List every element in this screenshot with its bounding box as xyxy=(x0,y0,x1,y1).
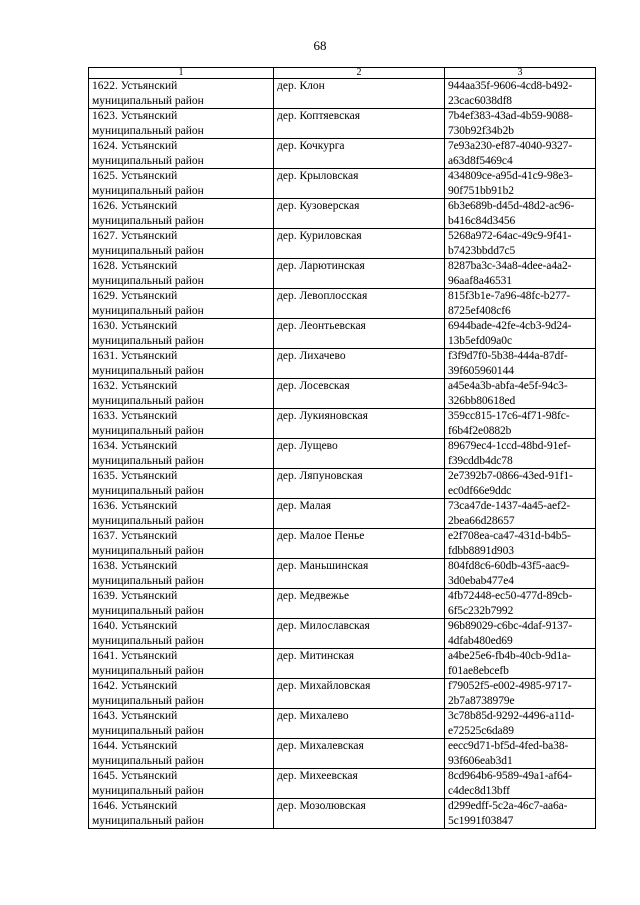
district-name: Устьянский xyxy=(120,710,178,722)
guid-line-1: 7e93a230-ef87-4040-9327- xyxy=(448,140,573,152)
row-number-and-district xyxy=(92,289,273,304)
guid-line-1: 89679ec4-1ccd-48bd-91ef- xyxy=(448,440,571,452)
row-number-and-district xyxy=(92,739,273,754)
district-type: муниципальный район xyxy=(92,634,204,647)
guid-cell xyxy=(445,259,596,289)
row-number-and-district xyxy=(92,769,273,784)
guid-line-1: f3f9d7f0-5b38-444a-87df- xyxy=(448,350,568,362)
guid-cell xyxy=(445,439,596,469)
guid-line-1: 6944bade-42fe-4cb3-9d24- xyxy=(448,320,572,332)
district-name: Устьянский xyxy=(120,80,178,92)
guid-line-2: 730b92f34b2b xyxy=(448,124,514,137)
district-name: Устьянский xyxy=(120,110,178,122)
guid-line-2: 90f751bb91b2 xyxy=(448,184,514,197)
district-type: муниципальный район xyxy=(92,244,204,257)
table-row xyxy=(89,319,596,349)
guid-line-2: a63d8f5469c4 xyxy=(448,154,513,167)
row-number: 1626. xyxy=(92,200,118,212)
district-name: Устьянский xyxy=(120,410,178,422)
row-number: 1631. xyxy=(92,350,118,362)
district-type: муниципальный район xyxy=(92,544,204,557)
district-name: Устьянский xyxy=(120,560,178,572)
district-type: муниципальный район xyxy=(92,784,204,797)
guid-line-1: 804fd8c6-60db-43f5-aac9- xyxy=(448,560,570,572)
district-cell xyxy=(89,439,274,469)
guid-line-1: 359cc815-17c6-4f71-98fc- xyxy=(448,410,570,422)
locality-cell xyxy=(274,769,445,799)
district-cell xyxy=(89,589,274,619)
district-name: Устьянский xyxy=(120,620,178,632)
row-number: 1642. xyxy=(92,680,118,692)
district-cell xyxy=(89,739,274,769)
locality-name: дер. Ларютинская xyxy=(277,260,365,272)
district-type: муниципальный район xyxy=(92,184,204,197)
row-number: 1632. xyxy=(92,380,118,392)
district-cell xyxy=(89,199,274,229)
guid-cell xyxy=(445,409,596,439)
locality-name: дер. Медвежье xyxy=(277,590,350,602)
guid-cell xyxy=(445,139,596,169)
guid-cell xyxy=(445,349,596,379)
locality-name: дер. Левоплосская xyxy=(277,290,368,302)
guid-line-1: 73ca47de-1437-4a45-aef2- xyxy=(448,500,571,512)
guid-line-1: 6b3e689b-d45d-48d2-ac96- xyxy=(448,200,574,212)
district-cell xyxy=(89,679,274,709)
guid-line-2: 4dfab480ed69 xyxy=(448,634,513,647)
district-type: муниципальный район xyxy=(92,484,204,497)
row-number-and-district xyxy=(92,529,273,544)
locality-cell xyxy=(274,499,445,529)
locality-name: дер. Малая xyxy=(277,500,332,512)
locality-cell xyxy=(274,739,445,769)
locality-cell xyxy=(274,349,445,379)
table-row xyxy=(89,199,596,229)
table-row xyxy=(89,109,596,139)
guid-line-2: 3d0ebab477e4 xyxy=(448,574,514,587)
district-cell xyxy=(89,139,274,169)
header-row xyxy=(89,68,596,79)
locality-name: дер. Милославская xyxy=(277,620,370,632)
district-name: Устьянский xyxy=(120,800,178,812)
district-cell xyxy=(89,289,274,319)
district-type: муниципальный район xyxy=(92,574,204,587)
guid-line-1: 96b89029-c6bc-4daf-9137- xyxy=(448,620,573,632)
table-row xyxy=(89,259,596,289)
row-number: 1627. xyxy=(92,230,118,242)
guid-line-1: 4fb72448-ec50-477d-89cb- xyxy=(448,590,573,602)
guid-line-2: 5c1991f03847 xyxy=(448,814,514,827)
row-number-and-district xyxy=(92,139,273,154)
guid-line-1: 434809ce-a95d-41c9-98e3- xyxy=(448,170,573,182)
guid-cell xyxy=(445,79,596,109)
guid-cell xyxy=(445,199,596,229)
column-header-1: 1 xyxy=(89,68,274,79)
locality-cell xyxy=(274,559,445,589)
locality-cell xyxy=(274,409,445,439)
locality-name: дер. Коптяевская xyxy=(277,110,360,122)
district-type: муниципальный район xyxy=(92,94,204,107)
guid-cell xyxy=(445,529,596,559)
locality-name: дер. Лущево xyxy=(277,440,338,452)
locality-name: дер. Михалевская xyxy=(277,740,364,752)
guid-cell xyxy=(445,289,596,319)
district-cell xyxy=(89,529,274,559)
district-name: Устьянский xyxy=(120,650,178,662)
table-row xyxy=(89,679,596,709)
guid-line-2: 96aaf8a46531 xyxy=(448,274,512,287)
guid-cell xyxy=(445,739,596,769)
row-number-and-district xyxy=(92,109,273,124)
guid-line-2: 2bea66d28657 xyxy=(448,514,515,527)
row-number-and-district xyxy=(92,199,273,214)
locality-cell xyxy=(274,469,445,499)
guid-line-1: eecc9d71-bf5d-4fed-ba38- xyxy=(448,740,569,752)
guid-line-1: 3c78b85d-9292-4496-a11d- xyxy=(448,710,575,722)
district-name: Устьянский xyxy=(120,470,178,482)
row-number: 1643. xyxy=(92,710,118,722)
district-cell xyxy=(89,709,274,739)
guid-line-1: 5268a972-64ac-49c9-9f41- xyxy=(448,230,572,242)
guid-line-2: 2b7a8738979e xyxy=(448,694,515,707)
district-type: муниципальный район xyxy=(92,124,204,137)
district-type: муниципальный район xyxy=(92,814,204,827)
row-number: 1630. xyxy=(92,320,118,332)
row-number: 1629. xyxy=(92,290,118,302)
guid-cell xyxy=(445,589,596,619)
district-cell xyxy=(89,379,274,409)
table-row xyxy=(89,469,596,499)
district-type: муниципальный район xyxy=(92,724,204,737)
row-number: 1644. xyxy=(92,740,118,752)
row-number-and-district xyxy=(92,799,273,814)
district-type: муниципальный район xyxy=(92,454,204,467)
district-cell xyxy=(89,349,274,379)
district-cell xyxy=(89,319,274,349)
guid-cell xyxy=(445,619,596,649)
guid-line-1: 944aa35f-9606-4cd8-b492- xyxy=(448,80,573,92)
district-cell xyxy=(89,259,274,289)
district-type: муниципальный район xyxy=(92,334,204,347)
guid-line-1: 8287ba3c-34a8-4dee-a4a2- xyxy=(448,260,572,272)
district-name: Устьянский xyxy=(120,440,178,452)
table-body xyxy=(89,79,596,829)
district-cell xyxy=(89,79,274,109)
row-number-and-district xyxy=(92,679,273,694)
row-number-and-district xyxy=(92,649,273,664)
guid-cell xyxy=(445,319,596,349)
district-name: Устьянский xyxy=(120,350,178,362)
locality-name: дер. Леонтьевская xyxy=(277,320,366,332)
district-cell xyxy=(89,619,274,649)
district-cell xyxy=(89,409,274,439)
table-row xyxy=(89,379,596,409)
district-name: Устьянский xyxy=(120,230,178,242)
locality-cell xyxy=(274,169,445,199)
locality-cell xyxy=(274,319,445,349)
table-row xyxy=(89,739,596,769)
locality-name: дер. Мозолювская xyxy=(277,800,366,812)
guid-cell xyxy=(445,649,596,679)
row-number-and-district xyxy=(92,469,273,484)
guid-line-2: 23cac6038df8 xyxy=(448,94,512,107)
locality-cell xyxy=(274,139,445,169)
row-number: 1624. xyxy=(92,140,118,152)
locality-cell xyxy=(274,799,445,829)
guid-cell xyxy=(445,679,596,709)
locality-name: дер. Кочкурга xyxy=(277,140,345,152)
locality-cell xyxy=(274,259,445,289)
guid-line-2: 13b5efd09a0c xyxy=(448,334,512,347)
guid-line-2: 39f605960144 xyxy=(448,364,514,377)
district-name: Устьянский xyxy=(120,740,178,752)
locality-name: дер. Ляпуновская xyxy=(277,470,363,482)
guid-line-2: b416c84d3456 xyxy=(448,214,516,227)
guid-line-2: f39cddb4dc78 xyxy=(448,454,513,467)
guid-line-1: e2f708ea-ca47-431d-b4b5- xyxy=(448,530,571,542)
district-name: Устьянский xyxy=(120,170,178,182)
district-name: Устьянский xyxy=(120,320,178,332)
district-name: Устьянский xyxy=(120,260,178,272)
guid-cell xyxy=(445,169,596,199)
row-number-and-district xyxy=(92,319,273,334)
row-number: 1623. xyxy=(92,110,118,122)
guid-line-2: f6b4f2e0882b xyxy=(448,424,512,437)
row-number: 1633. xyxy=(92,410,118,422)
table-row xyxy=(89,349,596,379)
guid-line-1: 2e7392b7-0866-43ed-91f1- xyxy=(448,470,573,482)
guid-cell xyxy=(445,499,596,529)
row-number-and-district xyxy=(92,409,273,424)
row-number-and-district xyxy=(92,259,273,274)
guid-line-2: b7423bbdd7c5 xyxy=(448,244,516,257)
locality-cell xyxy=(274,589,445,619)
guid-cell xyxy=(445,109,596,139)
district-cell xyxy=(89,769,274,799)
locality-name: дер. Митинская xyxy=(277,650,355,662)
row-number-and-district xyxy=(92,229,273,244)
guid-line-1: a45e4a3b-abfa-4e5f-94c3- xyxy=(448,380,568,392)
guid-cell xyxy=(445,379,596,409)
district-type: муниципальный район xyxy=(92,694,204,707)
district-name: Устьянский xyxy=(120,590,178,602)
guid-cell xyxy=(445,229,596,259)
district-name: Устьянский xyxy=(120,380,178,392)
guid-line-2: ec0df66e9ddc xyxy=(448,484,512,497)
row-number-and-district xyxy=(92,709,273,724)
guid-cell xyxy=(445,799,596,829)
district-type: муниципальный район xyxy=(92,364,204,377)
table-row xyxy=(89,289,596,319)
locality-name: дер. Куриловская xyxy=(277,230,362,242)
district-type: муниципальный район xyxy=(92,154,204,167)
table-row xyxy=(89,169,596,199)
row-number-and-district xyxy=(92,619,273,634)
page-number: 68 xyxy=(313,38,327,53)
row-number: 1641. xyxy=(92,650,118,662)
row-number: 1645. xyxy=(92,770,118,782)
row-number-and-district xyxy=(92,169,273,184)
row-number-and-district xyxy=(92,379,273,394)
row-number: 1639. xyxy=(92,590,118,602)
guid-cell xyxy=(445,469,596,499)
table-row xyxy=(89,649,596,679)
guid-line-2: e72525c6da89 xyxy=(448,724,514,737)
district-cell xyxy=(89,469,274,499)
district-type: муниципальный район xyxy=(92,424,204,437)
guid-line-2: 6f5c232b7992 xyxy=(448,604,514,617)
row-number: 1634. xyxy=(92,440,118,452)
row-number: 1638. xyxy=(92,560,118,572)
guid-line-2: 93f606eab3d1 xyxy=(448,754,513,767)
locality-cell xyxy=(274,379,445,409)
row-number-and-district xyxy=(92,559,273,574)
table-row xyxy=(89,709,596,739)
row-number-and-district xyxy=(92,499,273,514)
locality-name: дер. Малое Пенье xyxy=(277,530,365,542)
locality-name: дер. Крыловская xyxy=(277,170,359,182)
guid-cell xyxy=(445,559,596,589)
row-number-and-district xyxy=(92,349,273,364)
table-row xyxy=(89,589,596,619)
district-type: муниципальный район xyxy=(92,514,204,527)
locality-cell xyxy=(274,199,445,229)
row-number-and-district xyxy=(92,589,273,604)
table-row xyxy=(89,559,596,589)
locality-cell xyxy=(274,619,445,649)
guid-line-2: 326bb80618ed xyxy=(448,394,516,407)
locality-cell xyxy=(274,79,445,109)
guid-line-1: 815f3b1e-7a96-48fc-b277- xyxy=(448,290,571,302)
district-type: муниципальный район xyxy=(92,274,204,287)
row-number-and-district xyxy=(92,439,273,454)
district-name: Устьянский xyxy=(120,290,178,302)
district-cell xyxy=(89,169,274,199)
column-header-3: 3 xyxy=(445,68,596,79)
locality-cell xyxy=(274,679,445,709)
district-type: муниципальный район xyxy=(92,664,204,677)
district-cell xyxy=(89,649,274,679)
guid-line-2: 8725ef408cf6 xyxy=(448,304,511,317)
row-number: 1625. xyxy=(92,170,118,182)
guid-line-1: a4be25e6-fb4b-40cb-9d1a- xyxy=(448,650,571,662)
locality-name: дер. Михеевская xyxy=(277,770,358,782)
table-row xyxy=(89,409,596,439)
guid-line-1: f79052f5-e002-4985-9717- xyxy=(448,680,572,692)
guid-line-2: c4dec8d13bff xyxy=(448,784,510,797)
district-name: Устьянский xyxy=(120,770,178,782)
district-name: Устьянский xyxy=(120,530,178,542)
district-type: муниципальный район xyxy=(92,214,204,227)
table-row xyxy=(89,139,596,169)
district-name: Устьянский xyxy=(120,140,178,152)
locality-name: дер. Михайловская xyxy=(277,680,371,692)
district-type: муниципальный район xyxy=(92,754,204,767)
row-number-and-district xyxy=(92,79,273,94)
table-row xyxy=(89,499,596,529)
column-header-2: 2 xyxy=(274,68,445,79)
guid-line-1: 7b4ef383-43ad-4b59-9088- xyxy=(448,110,573,122)
table-row xyxy=(89,769,596,799)
table-row xyxy=(89,799,596,829)
district-cell xyxy=(89,499,274,529)
district-type: муниципальный район xyxy=(92,604,204,617)
district-name: Устьянский xyxy=(120,500,178,512)
registry-table xyxy=(88,67,596,829)
district-cell xyxy=(89,229,274,259)
locality-cell xyxy=(274,709,445,739)
row-number: 1635. xyxy=(92,470,118,482)
locality-cell xyxy=(274,109,445,139)
district-cell xyxy=(89,559,274,589)
locality-name: дер. Клон xyxy=(277,80,325,92)
locality-name: дер. Лихачево xyxy=(277,350,346,362)
guid-line-1: 8cd964b6-9589-49a1-af64- xyxy=(448,770,573,782)
district-name: Устьянский xyxy=(120,200,178,212)
locality-cell xyxy=(274,289,445,319)
row-number: 1640. xyxy=(92,620,118,632)
locality-cell xyxy=(274,229,445,259)
district-type: муниципальный район xyxy=(92,304,204,317)
guid-cell xyxy=(445,769,596,799)
district-name: Устьянский xyxy=(120,680,178,692)
locality-cell xyxy=(274,529,445,559)
locality-name: дер. Лосевская xyxy=(277,380,350,392)
row-number: 1622. xyxy=(92,80,118,92)
table-row xyxy=(89,229,596,259)
row-number: 1628. xyxy=(92,260,118,272)
row-number: 1637. xyxy=(92,530,118,542)
locality-name: дер. Михалево xyxy=(277,710,349,722)
guid-line-2: fdbb8891d903 xyxy=(448,544,514,557)
row-number: 1646. xyxy=(92,800,118,812)
district-cell xyxy=(89,799,274,829)
table-row xyxy=(89,79,596,109)
locality-name: дер. Кузоверская xyxy=(277,200,360,212)
locality-name: дер. Маньшинская xyxy=(277,560,369,572)
guid-cell xyxy=(445,709,596,739)
locality-cell xyxy=(274,439,445,469)
table-row xyxy=(89,439,596,469)
district-type: муниципальный район xyxy=(92,394,204,407)
district-cell xyxy=(89,109,274,139)
table-row xyxy=(89,529,596,559)
locality-name: дер. Лукияновская xyxy=(277,410,368,422)
locality-cell xyxy=(274,649,445,679)
row-number: 1636. xyxy=(92,500,118,512)
guid-line-1: d299edff-5c2a-46c7-aa6a- xyxy=(448,800,568,812)
guid-line-2: f01ae8ebcefb xyxy=(448,664,509,677)
table-row xyxy=(89,619,596,649)
